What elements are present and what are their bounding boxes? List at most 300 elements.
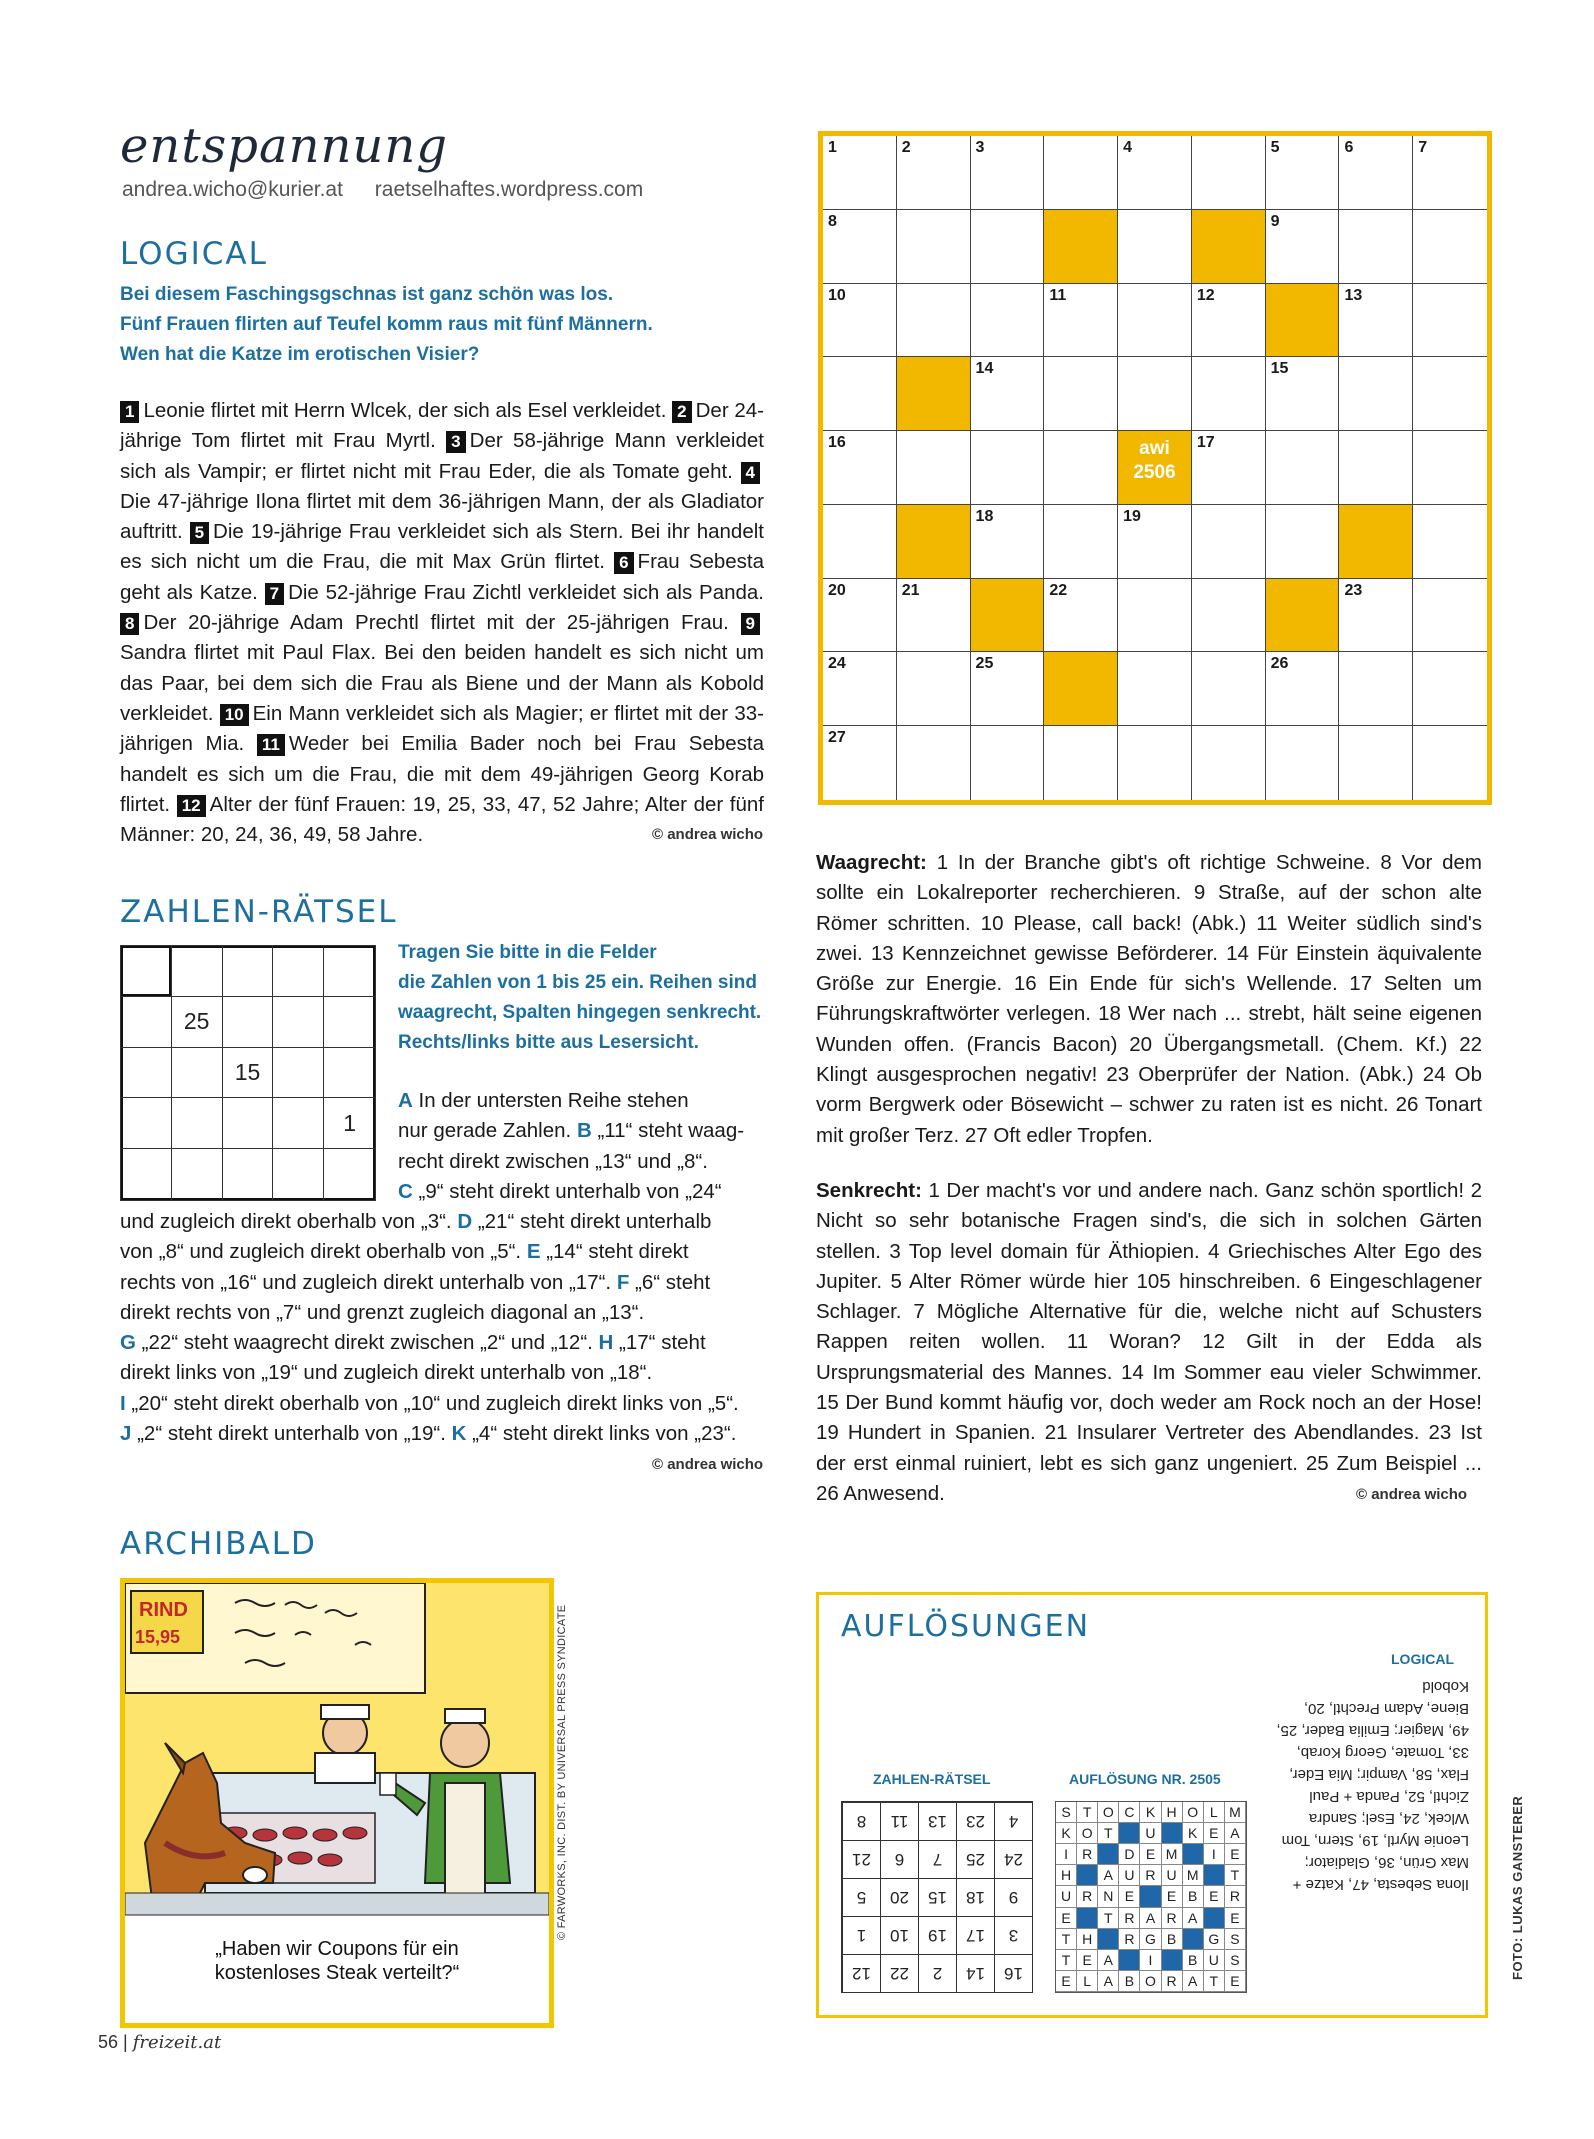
solution-letter-cell (1204, 1865, 1225, 1886)
crossword-cell[interactable] (971, 210, 1045, 284)
crossword-cell (1266, 284, 1340, 358)
waagrecht-text: 1 In der Branche gibt's oft richtige Schweine. 8 Vor dem sollte ein Lokalreporter recherchieren. 9 Straße, auf der schon alte Römer schritten. 10 Please, call back! (Abk.) 11 Weiter südlich sind's zwei. 13 Kennzeichnet gewisse Beförderer. 14 Für Einstein äquivalente Größe zur Energie. 16 Ein Ende für sich's Wellende. 17 Selten um Führungskraftwörter verlegen. 18 Wer nach ... strebt, hält seine eigenen Wunden offen. (Francis Bacon) 20 Übergangsmetall. (Chem. Kf.) 22 Klingt ausgesprochen negativ! 23 Oberprüfer der Nation. (Abk.) 24 Ob vorm Bergwerk oder Bösewicht – schwer zu raten ist es nicht. 26 Tonart mit großer Terz. 27 Oft edler Tropfen. (816, 851, 1482, 1147)
logical-intro (120, 280, 740, 370)
crossword-cell[interactable] (971, 726, 1045, 800)
zahlen-cell[interactable] (324, 1048, 375, 1099)
solution-number-cell: 6 (880, 1840, 918, 1878)
crossword-cell[interactable] (1192, 579, 1266, 653)
crossword-cell[interactable] (1413, 136, 1487, 210)
crossword-cell[interactable] (971, 136, 1045, 210)
hint-text: „22“ steht waagrecht direkt zwischen „2“ und „12“. (135, 1331, 599, 1355)
crossword-cell[interactable] (1339, 652, 1413, 726)
comic-caption-line: kostenloses Steak verteilt?“ (214, 1962, 460, 1984)
hint-text: Alter der fünf Frauen: 19, 25, 33, 47, 52 Jahre; Alter der fünf Männer: 20, 24, 36, 49, 58 Jahre. (120, 792, 764, 847)
cell-number: 3 (975, 139, 985, 156)
solution-letter-cell (1119, 1950, 1140, 1971)
cell-number: 2 (901, 139, 911, 156)
crossword-cell[interactable] (1044, 505, 1118, 579)
solution-letter-cell: L (1077, 1971, 1098, 1992)
crossword-cell (897, 505, 971, 579)
comic-credit: © FARWORKS, INC. DIST. BY UNIVERSAL PRESS SYNDICATE (556, 1604, 568, 1940)
crossword-cell[interactable] (971, 357, 1045, 431)
crossword-cell (1118, 431, 1192, 505)
solution-letter-cell: U (1140, 1823, 1161, 1844)
crossword-cell[interactable] (1044, 357, 1118, 431)
hint-number-badge: 4 (741, 462, 760, 484)
zahlen-cell[interactable] (273, 946, 324, 997)
solution-letter-cell: D (1119, 1844, 1140, 1865)
solution-letter-cell: T (1204, 1971, 1225, 1992)
solution-letter-cell: R (1140, 1865, 1161, 1886)
zahlen-cell[interactable] (121, 946, 172, 997)
crossword-cell[interactable] (897, 579, 971, 653)
cell-number: 13 (1344, 286, 1363, 304)
hint-letter: D (457, 1210, 473, 1233)
waagrecht-label: Waagrecht: (816, 851, 927, 874)
solution-number-cell: 9 (994, 1878, 1032, 1916)
crossword-cell (1339, 505, 1413, 579)
crossword-cell[interactable] (897, 284, 971, 358)
zahlen-cell[interactable] (223, 1149, 274, 1200)
solution-number-cell: 5 (842, 1878, 880, 1916)
cell-number: 15 (1270, 360, 1289, 378)
cell-number: 8 (828, 212, 837, 230)
solution-letter-cell: E (1077, 1950, 1098, 1971)
solution-number-cell: 18 (956, 1878, 994, 1916)
logical-credit: © andrea wicho (652, 826, 764, 843)
zahlen-intro-line: die Zahlen von 1 bis 25 ein. Reihen sind (398, 972, 757, 993)
crossword-cell[interactable] (823, 357, 897, 431)
cell-number: 23 (1344, 581, 1363, 599)
crossword-cell[interactable] (1413, 284, 1487, 358)
crossword-cell[interactable] (1413, 210, 1487, 284)
crossword-cell[interactable] (897, 652, 971, 726)
solution-letter-cell (1183, 1844, 1204, 1865)
crossword-cell[interactable] (1339, 579, 1413, 653)
cell-number: 1 (828, 139, 837, 156)
crossword-cell[interactable] (1339, 357, 1413, 431)
solution-number-cell: 12 (842, 1954, 880, 1992)
solution-letter-cell: T (1225, 1865, 1246, 1886)
cell-number: 16 (828, 434, 846, 452)
logical-intro-line: Fünf Frauen flirten auf Teufel komm raus mit fünf Männern. (120, 314, 653, 335)
solution-number-cell: 23 (956, 1802, 994, 1840)
crossword-cell[interactable] (1339, 136, 1413, 210)
crossword-cell[interactable] (971, 284, 1045, 358)
solutions-panel (816, 1592, 1488, 2018)
cell-number: 6 (1344, 139, 1354, 156)
crossword-cell[interactable] (1118, 505, 1192, 579)
hint-text: rechts von „16“ und zugleich direkt unterhalb von „17“. (120, 1270, 617, 1294)
crossword-cell[interactable] (971, 652, 1045, 726)
solution-letter-cell: E (1225, 1971, 1246, 1992)
zahlen-cell[interactable] (324, 946, 375, 997)
zahlen-cell[interactable] (121, 1048, 172, 1099)
zahlen-cell[interactable] (121, 1149, 172, 1200)
solution-letter-cell: B (1162, 1929, 1183, 1950)
hint-letter: A (398, 1089, 413, 1112)
solution-letter-cell: A (1098, 1950, 1119, 1971)
hint-text: Die 52-jährige Frau Zichtl verkleidet sich als Panda. (288, 580, 764, 604)
solution-number-cell: 22 (880, 1954, 918, 1992)
section-brand-title: entspannung (120, 118, 448, 174)
crossword-cell[interactable] (1192, 284, 1266, 358)
hint-number-badge: 1 (120, 401, 139, 423)
zahlen-cell[interactable] (121, 1098, 172, 1149)
crossword-cell[interactable] (971, 505, 1045, 579)
crossword-issue-label (1118, 437, 1191, 485)
crossword-cell[interactable] (1044, 726, 1118, 800)
cell-number: 5 (1270, 139, 1280, 156)
crossword-cell (1044, 210, 1118, 284)
crossword-cell[interactable] (1118, 726, 1192, 800)
crossword-cell[interactable] (1413, 652, 1487, 726)
hint-number-badge: 3 (446, 431, 465, 453)
solution-letter-cell: R (1162, 1971, 1183, 1992)
solution-letter-cell: T (1056, 1929, 1077, 1950)
solution-letter-cell: M (1183, 1865, 1204, 1886)
solutions-logical-label: LOGICAL (1391, 1651, 1454, 1667)
cell-number: 14 (975, 360, 994, 378)
solution-letter-cell: K (1183, 1823, 1204, 1844)
senkrecht-label: Senkrecht: (816, 1179, 922, 1202)
crossword-cell[interactable] (1339, 284, 1413, 358)
solution-letter-cell (1077, 1865, 1098, 1886)
crossword-cell[interactable] (1118, 284, 1192, 358)
hint-letter: C (398, 1179, 413, 1203)
solution-letter-cell: E (1204, 1823, 1225, 1844)
solution-letter-cell: M (1225, 1802, 1246, 1823)
zahlen-intro-line: waagrecht, Spalten hingegen senkrecht. (398, 1002, 762, 1023)
crossword-cell[interactable] (823, 284, 897, 358)
crossword-cell[interactable] (1044, 284, 1118, 358)
zahlen-cell[interactable] (223, 1098, 274, 1149)
crossword-cell[interactable] (1339, 726, 1413, 800)
footer-site[interactable]: freizeit.at (132, 2032, 222, 2053)
solution-letter-cell: R (1077, 1886, 1098, 1907)
hint-text: Die 19-jährige Frau verkleidet sich als Stern. Bei ihr handelt es sich nicht um die Frau, die mit Max Grün flirtet. (120, 520, 764, 574)
solution-letter-cell (1162, 1823, 1183, 1844)
archibald-comic (120, 1578, 554, 2028)
zahlen-intro-line: Tragen Sie bitte in die Felder (398, 942, 657, 963)
zahlen-cell[interactable]: 25 (172, 997, 223, 1048)
hint-number-badge: 8 (120, 613, 139, 635)
archibald-title: ARCHIBALD (120, 1526, 317, 1562)
hint-line (120, 1298, 780, 1328)
hint-text: „17“ steht (613, 1331, 706, 1355)
solution-letter-cell: T (1056, 1950, 1077, 1971)
senkrecht-text: 1 Der macht's vor und andere nach. Ganz schön sportlich! 2 Nicht so sehr botanische Fragen sind's, die sich in solchen Gärten stellen. 3 Top level domain für Äthiopien. 4 Griechisches Alter Ego des Jupiter. 5 Alter Römer würde hier 105 hinschreiben. 6 Eingeschlagener Schlager. 7 Mögliche Alternative für die, welche nicht auf Schusters Rappen reiten wollen. 11 Woran? 12 Gilt in der Edda als Ursprungsmaterial des Mannes. 14 Im Sommer eau vieler Schwimmer. 15 Der Bund kommt häufig vor, doch weder am Rock noch an der Hose! 19 Hundert in Spanien. 21 Insularer Vertreter des Abendlandes. 23 Ist der erst einmal ruiniert, lebt es sich ganz ungeniert. 25 Zum Beispiel ... 26 Anwesend. (816, 1179, 1482, 1505)
hint-text: „9“ steht direkt unterhalb von „24“ (418, 1179, 722, 1203)
cell-number: 19 (1123, 507, 1141, 525)
hint-text: und zugleich direkt oberhalb von „3“. (120, 1210, 458, 1233)
solution-letter-cell: R (1119, 1908, 1140, 1929)
solution-letter-cell: S (1056, 1802, 1077, 1823)
zahlen-cell[interactable] (273, 1048, 324, 1099)
comic-caption (125, 1937, 549, 1985)
hint-number-badge: 7 (265, 583, 284, 605)
solution-letter-cell (1140, 1886, 1161, 1907)
solution-letter-cell: O (1183, 1802, 1204, 1823)
hint-line (120, 1268, 780, 1298)
hint-letter: B (576, 1119, 592, 1143)
solution-letter-cell: G (1204, 1929, 1225, 1950)
cell-number: 22 (1049, 581, 1068, 599)
crossword-cell[interactable] (897, 210, 971, 284)
solution-letter-cell: B (1183, 1886, 1204, 1907)
crossword-cell[interactable] (823, 210, 897, 284)
hint-line (120, 1419, 780, 1449)
hint-text: Frau Sebesta geht als Katze. (120, 550, 764, 604)
solution-letter-cell (1162, 1950, 1183, 1971)
contact-line (122, 178, 669, 202)
solution-letter-cell: A (1140, 1908, 1161, 1929)
solution-letter-cell: H (1162, 1802, 1183, 1823)
solution-letter-cell: S (1225, 1929, 1246, 1950)
crossword-cell[interactable] (823, 136, 897, 210)
solution-letter-cell: U (1119, 1865, 1140, 1886)
crossword-cell[interactable] (823, 579, 897, 653)
solution-letter-cell: B (1119, 1971, 1140, 1992)
photo-credit: FOTO: LUKAS GANSTERER (1510, 1795, 1525, 1980)
crossword-cell[interactable] (1044, 579, 1118, 653)
solution-letter-cell: U (1204, 1950, 1225, 1971)
crossword-cell[interactable] (1339, 431, 1413, 505)
solution-letter-cell: O (1140, 1971, 1161, 1992)
crossword-cell[interactable] (1044, 431, 1118, 505)
zahlen-cell[interactable] (324, 997, 375, 1048)
hint-text: „14“ steht direkt (540, 1240, 689, 1264)
solution-letter-cell: C (1119, 1802, 1140, 1823)
solution-letter-cell: R (1119, 1929, 1140, 1950)
solution-number-cell: 14 (956, 1954, 994, 1992)
hint-text: Der 24-jährige Tom flirtet mit Frau Myrtl. (120, 399, 764, 453)
crossword-cell[interactable] (1118, 357, 1192, 431)
cell-number: 17 (1196, 434, 1215, 452)
crossword-cell (1044, 652, 1118, 726)
solution-letter-cell: E (1204, 1886, 1225, 1907)
crossword-cell[interactable] (971, 431, 1045, 505)
crossword-cell[interactable] (1118, 652, 1192, 726)
zahlen-cell[interactable] (121, 997, 172, 1048)
crossword-cell[interactable] (1044, 136, 1118, 210)
zahlen-cell[interactable] (273, 1098, 324, 1149)
crossword-cell[interactable] (1118, 136, 1192, 210)
solution-number-cell: 3 (994, 1916, 1032, 1954)
crossword-cell[interactable] (1266, 652, 1340, 726)
crossword-cell[interactable] (1266, 357, 1340, 431)
hint-text: Leonie flirtet mit Herrn Wlcek, der sich als Esel verkleidet. (143, 399, 667, 422)
hint-line (120, 1207, 780, 1237)
zahlen-cell[interactable] (172, 1048, 223, 1099)
hint-text: „21“ steht direkt unterhalb (472, 1210, 712, 1233)
crossword-cell[interactable] (1413, 357, 1487, 431)
solution-letter-cell: E (1056, 1908, 1077, 1929)
issue-line: awi (1139, 438, 1170, 460)
crossword-cell[interactable] (1192, 357, 1266, 431)
crossword-cell[interactable] (1339, 210, 1413, 284)
crossword-cell[interactable] (1413, 505, 1487, 579)
page-footer: 56 | freizeit.at (98, 2032, 222, 2053)
solution-letter-cell: K (1056, 1823, 1077, 1844)
crossword-cell[interactable] (1192, 726, 1266, 800)
solution-letter-cell: B (1183, 1950, 1204, 1971)
crossword-cell (1266, 579, 1340, 653)
crossword-cell[interactable] (823, 431, 897, 505)
cell-number: 20 (828, 581, 846, 599)
zahlen-hints-full (120, 1207, 780, 1449)
solution-number-cell: 17 (956, 1916, 994, 1954)
crossword-cell[interactable] (1413, 431, 1487, 505)
hint-letter: E (526, 1240, 541, 1264)
solution-letter-cell: E (1140, 1844, 1161, 1865)
cell-number: 7 (1418, 139, 1428, 156)
hint-line (120, 1237, 780, 1267)
solution-letter-cell (1183, 1929, 1204, 1950)
hint-number-badge: 11 (257, 734, 285, 756)
crossword-cell[interactable] (897, 136, 971, 210)
solution-letter-cell: L (1204, 1802, 1225, 1823)
solution-letter-cell: A (1183, 1908, 1204, 1929)
zahlen-cell[interactable] (172, 946, 223, 997)
zahlen-title: ZAHLEN-RÄTSEL (120, 894, 398, 930)
hint-text: Sandra flirtet mit Paul Flax. Bei den beiden handelt es sich nicht um das Paar, bei dem sich die Frau als Biene und der Mann als Kobold verkleidet. (120, 641, 764, 725)
crossword-cell[interactable] (1118, 579, 1192, 653)
crossword-clues-down (816, 1176, 1482, 1509)
solution-letter-cell: E (1225, 1844, 1246, 1865)
crossword-cell[interactable] (1192, 505, 1266, 579)
solution-number-cell: 4 (994, 1802, 1032, 1840)
solution-letter-cell: O (1077, 1823, 1098, 1844)
solution-letter-cell: H (1077, 1929, 1098, 1950)
solution-number-cell: 13 (918, 1802, 956, 1840)
solution-letter-cell: I (1056, 1844, 1077, 1865)
cell-number: 21 (901, 581, 920, 599)
solution-number-cell: 7 (918, 1840, 956, 1878)
solutions-zahlen-grid (841, 1801, 1033, 1993)
hint-text: Der 20-jährige Adam Prechtl flirtet mit der 25-jährigen Frau. (143, 611, 729, 635)
crossword-cell[interactable] (823, 726, 897, 800)
solution-letter-cell: T (1098, 1823, 1119, 1844)
solutions-aufl-label: AUFLÖSUNG NR. 2505 (1069, 1771, 1221, 1787)
crossword-cell[interactable] (1266, 726, 1340, 800)
crossword-cell[interactable] (1266, 210, 1340, 284)
hint-text: direkt links von „19“ und zugleich direkt unterhalb von „18“. (120, 1361, 653, 1385)
zahlen-cell[interactable] (172, 1098, 223, 1149)
zahlen-cell[interactable]: 15 (223, 1048, 274, 1099)
zahlen-cell[interactable]: 1 (324, 1098, 375, 1149)
hint-number-badge: 10 (220, 704, 249, 726)
hint-text: nur gerade Zahlen. (398, 1119, 572, 1143)
crossword-cell[interactable] (823, 652, 897, 726)
crossword-cell[interactable] (1266, 136, 1340, 210)
crossword-cell[interactable] (1118, 210, 1192, 284)
solution-number-cell: 1 (842, 1916, 880, 1954)
hint-text: recht direkt zwischen „13“ und „8“. (398, 1149, 708, 1173)
website-link[interactable]: raetselhaftes.wordpress.com (374, 178, 644, 201)
zahlen-cell[interactable] (172, 1149, 223, 1200)
hint-letter: G (120, 1331, 136, 1355)
cell-number: 18 (975, 507, 994, 525)
solution-letter-cell: N (1098, 1886, 1119, 1907)
zahlen-cell[interactable] (324, 1149, 375, 1200)
hint-text: „20“ steht direkt oberhalb von „10“ und zugleich direkt links von „5“. (125, 1391, 739, 1415)
zahlen-grid (120, 945, 376, 1201)
solution-letter-cell (1077, 1908, 1098, 1929)
crossword-cell[interactable] (1192, 652, 1266, 726)
cell-number: 12 (1196, 286, 1215, 304)
crossword-cell[interactable] (1413, 579, 1487, 653)
cell-number: 26 (1270, 655, 1289, 673)
zahlen-cell[interactable] (223, 946, 274, 997)
hint-line (120, 1328, 780, 1358)
solution-number-cell: 21 (842, 1840, 880, 1878)
hint-letter: F (616, 1270, 630, 1294)
crossword-cell[interactable] (1413, 726, 1487, 800)
zahlen-cell[interactable] (223, 997, 274, 1048)
solution-number-cell: 11 (880, 1802, 918, 1840)
solution-number-cell: 24 (994, 1840, 1032, 1878)
solution-letter-cell: T (1098, 1908, 1119, 1929)
solution-letter-cell (1204, 1908, 1225, 1929)
crossword-cell[interactable] (823, 505, 897, 579)
crossword-cell[interactable] (1192, 136, 1266, 210)
zahlen-intro (398, 938, 788, 1058)
logical-title: LOGICAL (120, 236, 268, 272)
comic-caption-line: „Haben wir Coupons für ein (215, 1938, 459, 1960)
cell-number: 10 (828, 286, 846, 304)
zahlen-hints-side (398, 1086, 778, 1207)
zahlen-cell[interactable] (273, 997, 324, 1048)
crossword-cell[interactable] (897, 726, 971, 800)
hint-text: „6“ steht (629, 1270, 711, 1294)
crossword-cell[interactable] (897, 431, 971, 505)
solution-number-cell: 19 (918, 1916, 956, 1954)
solution-number-cell: 16 (994, 1954, 1032, 1992)
solution-letter-cell (1098, 1929, 1119, 1950)
solution-letter-cell: U (1056, 1886, 1077, 1907)
crossword-cell[interactable] (1266, 505, 1340, 579)
hint-text: direkt rechts von „7“ und grenzt zugleich diagonal an „13“. (120, 1300, 645, 1324)
solution-letter-cell: T (1077, 1802, 1098, 1823)
solutions-crossword-grid (1055, 1801, 1247, 1993)
hint-text: Die 47-jährige Ilona flirtet mit dem 36-jährigen Mann, der als Gladiator auftritt. (120, 489, 764, 544)
solution-letter-cell: A (1225, 1823, 1246, 1844)
solution-letter-cell: I (1204, 1844, 1225, 1865)
solution-letter-cell: I (1140, 1950, 1161, 1971)
solution-letter-cell: U (1162, 1865, 1183, 1886)
hint-letter: J (120, 1422, 132, 1446)
crossword-cell[interactable] (1266, 431, 1340, 505)
email-link[interactable]: andrea.wicho@kurier.at (122, 178, 343, 201)
crossword-cell (1192, 210, 1266, 284)
solution-number-cell: 10 (880, 1916, 918, 1954)
hint-number-badge: 6 (614, 552, 633, 574)
crossword-cell[interactable] (1192, 431, 1266, 505)
zahlen-cell[interactable] (273, 1149, 324, 1200)
hint-letter: I (120, 1391, 126, 1415)
solution-letter-cell: R (1162, 1908, 1183, 1929)
solution-letter-cell: A (1098, 1865, 1119, 1886)
issue-line: 2506 (1133, 462, 1176, 484)
solution-letter-cell: O (1098, 1802, 1119, 1823)
solution-letter-cell: E (1119, 1886, 1140, 1907)
hint-text: Weder bei Emilia Bader noch bei Frau Sebesta handelt es sich um die Frau, die mit dem 49-jährigen Georg Korab flirtet. (120, 732, 765, 816)
solution-letter-cell: E (1162, 1886, 1183, 1907)
solution-letter-cell (1098, 1844, 1119, 1865)
hint-text: In der untersten Reihe stehen (418, 1089, 689, 1112)
solution-number-cell: 20 (880, 1878, 918, 1916)
